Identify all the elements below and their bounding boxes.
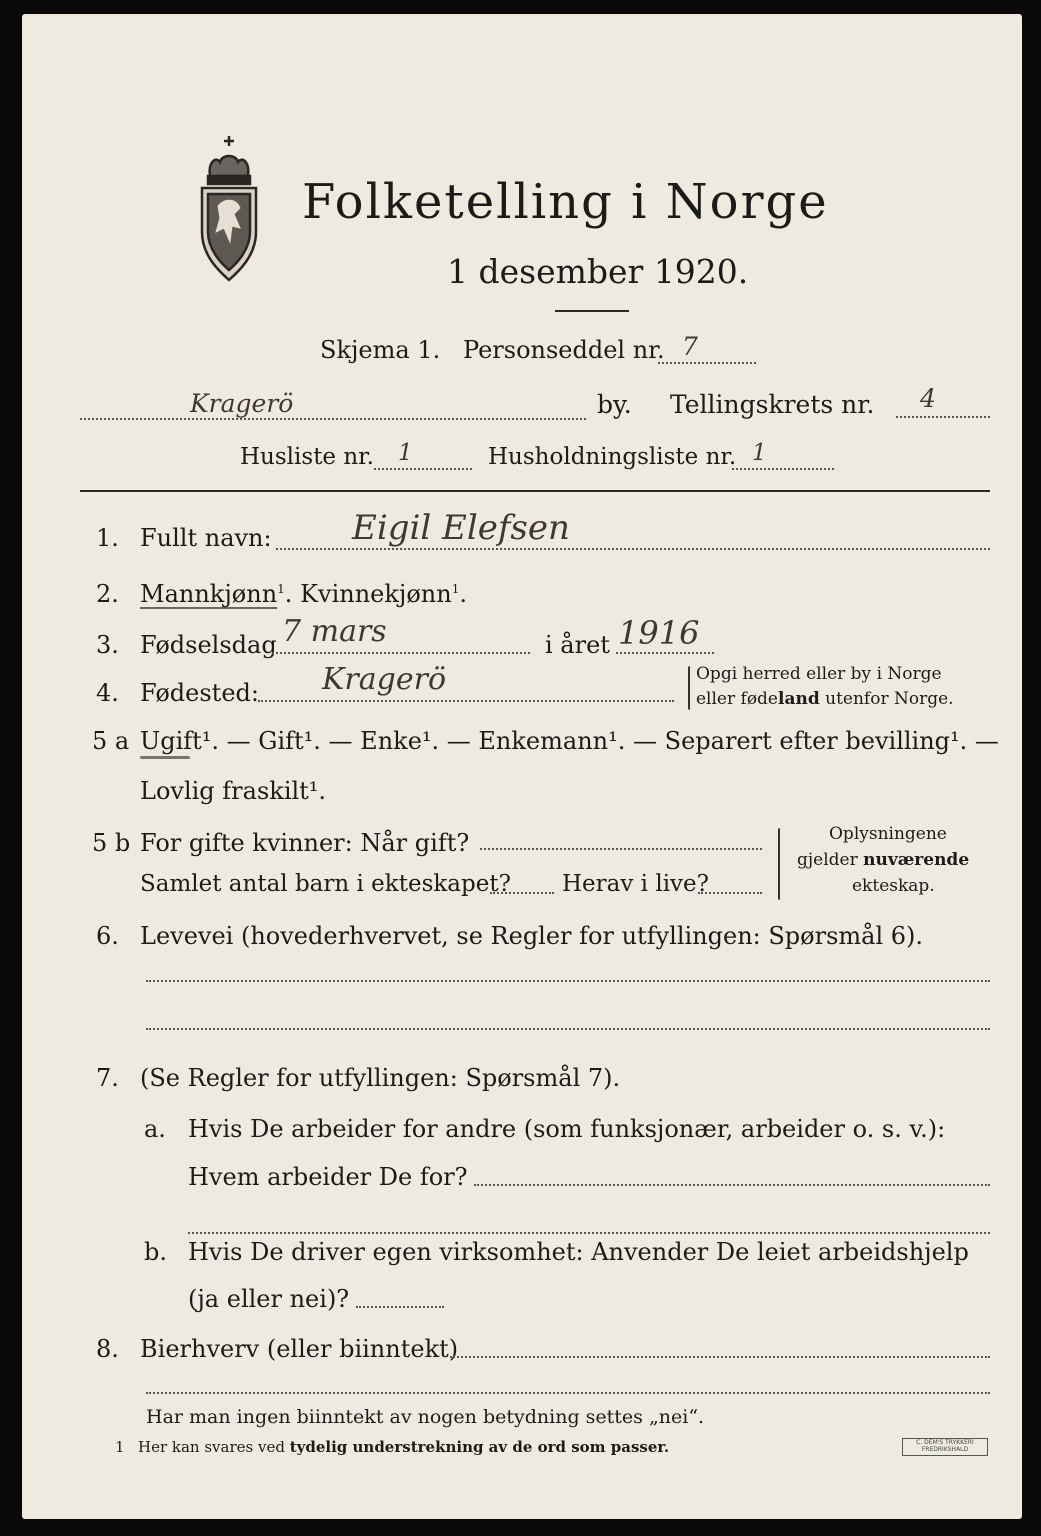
husliste-line bbox=[374, 468, 472, 470]
q5b-married-line bbox=[480, 848, 762, 850]
q8-line2 bbox=[146, 1392, 990, 1394]
q5b-children-line bbox=[490, 892, 554, 894]
husholdning-label: Husholdningsliste nr. bbox=[488, 444, 737, 470]
q1-line bbox=[276, 548, 990, 550]
q3-label: Fødselsdag bbox=[140, 631, 277, 659]
q4-note-line2: eller fødeland utenfor Norge. bbox=[696, 689, 954, 709]
q6-label: Levevei (hovederhvervet, se Regler for utfyllingen: Spørsmål 6). bbox=[140, 922, 924, 950]
tellingskrets-line bbox=[896, 416, 990, 418]
q5b-note1: Oplysningene bbox=[829, 824, 947, 844]
q8-number: 8. bbox=[96, 1335, 119, 1363]
footnote-text: Her kan svares ved tydelig understrekning av de ord som passer. bbox=[138, 1438, 670, 1456]
q5b-alive-line bbox=[698, 892, 762, 894]
husholdning-value: 1 bbox=[752, 440, 767, 466]
q7a-letter: a. bbox=[144, 1115, 166, 1143]
printer-stamp: C. DEM'S TRYKKERI FREDRIKSHALD bbox=[902, 1438, 988, 1456]
personseddel-value: 7 bbox=[682, 332, 698, 361]
q4-note-line1: Opgi herred eller by i Norge bbox=[696, 664, 942, 684]
q6-line1 bbox=[146, 980, 990, 982]
q4-number: 4. bbox=[96, 679, 119, 707]
q7a-line2: Hvem arbeider De for? bbox=[188, 1163, 468, 1191]
q5b-brace bbox=[778, 828, 780, 900]
q5b-note3: ekteskap. bbox=[852, 876, 935, 896]
q2-mann: Mannkjønn bbox=[140, 580, 278, 608]
tellingskrets-label: Tellingskrets nr. bbox=[670, 390, 875, 419]
tellingskrets-value: 4 bbox=[920, 384, 936, 413]
q5a-options-line1: Ugift¹. — Gift¹. — Enke¹. — Enkemann¹. — Separert efter bevilling¹. — bbox=[140, 727, 999, 755]
q8-label: Bierhverv (eller biinntekt) bbox=[140, 1335, 459, 1363]
q3-birthday: 7 mars bbox=[282, 614, 387, 649]
q5a-options-line2: Lovlig fraskilt¹. bbox=[140, 777, 327, 805]
q6-number: 6. bbox=[96, 922, 119, 950]
q3-year-label: i året bbox=[545, 631, 610, 659]
q5b-note2: gjelder nuværende bbox=[797, 850, 970, 870]
q4-line bbox=[258, 700, 674, 702]
q2-kvinne: Kvinnekjønn bbox=[300, 580, 452, 608]
q5a-ugift-underline bbox=[140, 756, 190, 759]
q7a-employer-line bbox=[474, 1184, 990, 1186]
skjema-label: Skjema 1. bbox=[320, 336, 441, 364]
footnote-number: 1 bbox=[115, 1438, 125, 1456]
q2-number: 2. bbox=[96, 580, 119, 608]
city-line bbox=[80, 418, 586, 420]
by-label: by. bbox=[597, 390, 632, 419]
census-form bbox=[22, 14, 1022, 1519]
q4-label: Fødested: bbox=[140, 679, 259, 707]
header-divider bbox=[80, 490, 990, 492]
q2-options: Mannkjønn$^1$. Kvinnekjønn$^1$. bbox=[140, 580, 467, 608]
q1-label: Fullt navn: bbox=[140, 524, 272, 552]
q3-line bbox=[272, 652, 530, 654]
q1-full-name: Eigil Elefsen bbox=[352, 508, 570, 548]
q7-number: 7. bbox=[96, 1064, 119, 1092]
q3-year: 1916 bbox=[618, 614, 700, 652]
q1-number: 1. bbox=[96, 524, 119, 552]
q5b-line1: For gifte kvinner: Når gift? bbox=[140, 829, 470, 857]
q5a-number: 5 a bbox=[92, 727, 130, 755]
city-value: Kragerö bbox=[190, 389, 294, 418]
husliste-label: Husliste nr. bbox=[240, 444, 374, 470]
footer-note: Har man ingen biinntekt av nogen betydning settes „nei“. bbox=[146, 1406, 705, 1428]
q5b-alive-label: Herav i live? bbox=[562, 871, 709, 897]
q8-line bbox=[450, 1356, 990, 1358]
coat-of-arms-icon bbox=[194, 132, 264, 284]
q7b-line2: (ja eller nei)? bbox=[188, 1285, 350, 1313]
personseddel-label: Personseddel nr. bbox=[463, 336, 665, 364]
title-divider bbox=[555, 310, 629, 312]
q7-label: (Se Regler for utfyllingen: Spørsmål 7). bbox=[140, 1064, 621, 1092]
q7b-letter: b. bbox=[144, 1238, 167, 1266]
husholdning-line bbox=[732, 468, 834, 470]
q7a-employer-line2 bbox=[188, 1232, 990, 1234]
q5b-children-label: Samlet antal barn i ekteskapet? bbox=[140, 871, 511, 897]
form-title: Folketelling i Norge bbox=[302, 174, 829, 230]
q3-year-line bbox=[616, 652, 714, 654]
q4-brace bbox=[688, 666, 690, 710]
q6-line2 bbox=[146, 1028, 990, 1030]
personseddel-line bbox=[658, 362, 756, 364]
q7a-line1: Hvis De arbeider for andre (som funksjonær, arbeider o. s. v.): bbox=[188, 1115, 946, 1143]
husliste-value: 1 bbox=[398, 440, 413, 466]
q3-number: 3. bbox=[96, 631, 119, 659]
q7b-line1: Hvis De driver egen virksomhet: Anvender De leiet arbeidshjelp bbox=[188, 1238, 969, 1266]
q7b-answer-line bbox=[356, 1306, 444, 1308]
q5b-number: 5 b bbox=[92, 829, 131, 857]
q4-birthplace: Kragerö bbox=[322, 662, 446, 697]
census-date: 1 desember 1920. bbox=[447, 252, 749, 291]
